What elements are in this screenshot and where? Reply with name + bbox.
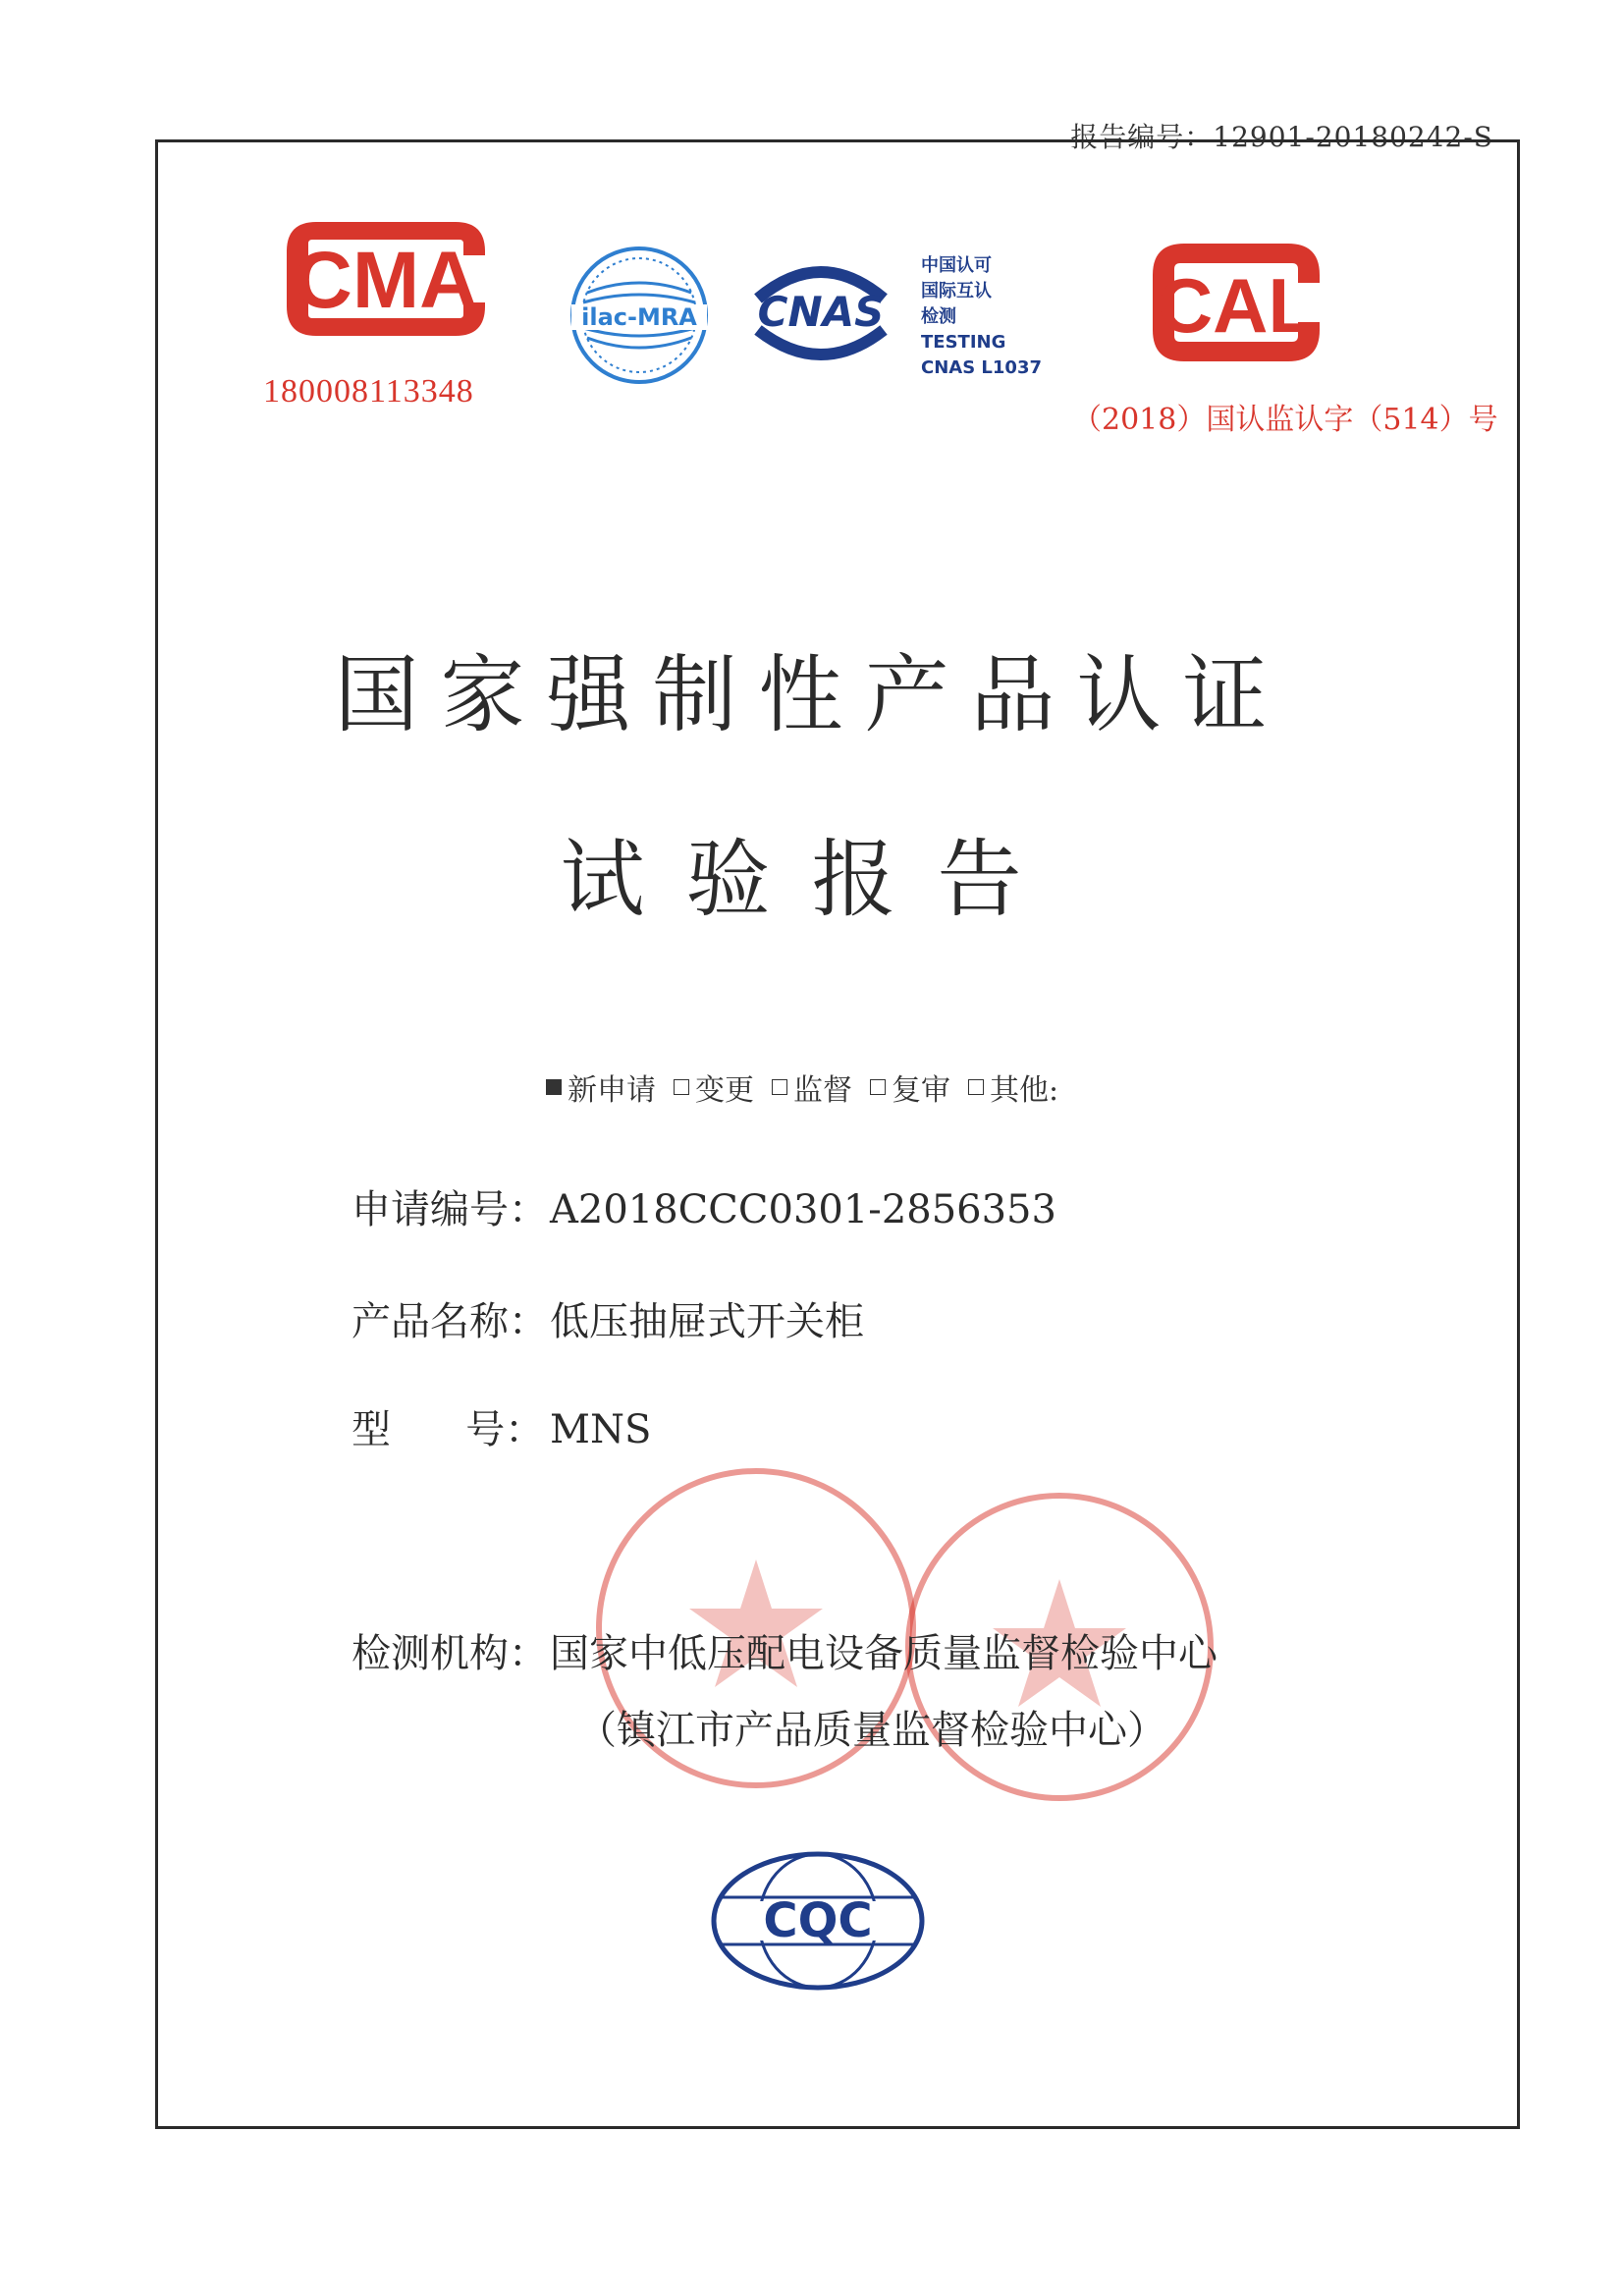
testing-lab-label: 检测机构： [352,1631,548,1676]
testing-lab-alt-name: （镇江市产品质量监督检验中心） [577,1708,1166,1753]
model-value: MNS [550,1407,652,1452]
option-other [968,1066,1058,1109]
cma-logo-icon [279,214,493,344]
cnas-line-2: 国际互认 [921,281,992,301]
cal-mark-text: CAL [1157,262,1316,349]
cal-logo-icon [1145,234,1327,371]
cal-approval-number: （2018）国认监认字（514）号 [1072,403,1498,437]
application-number-value: A2018CCC0301-2856353 [550,1187,1056,1232]
checkbox-empty-icon [674,1079,689,1095]
cnas-mark-text: CNAS [757,288,885,336]
testing-lab-value: 国家中低压配电设备质量监督检验中心 [550,1631,1217,1676]
ilac-mark-text: ilac-MRA [581,303,697,331]
option-change [674,1066,754,1109]
cqc-logo-icon [707,1848,929,1994]
report-number: 报告编号：12901-20180242-S [1070,121,1493,153]
model-row [352,1398,651,1454]
cma-mark-text: CMA [294,236,478,325]
application-number-label: 申请编号： [352,1187,548,1232]
product-name-row [352,1290,864,1346]
option-label: 复审 [892,1073,950,1108]
option-new-application [546,1066,656,1109]
option-label: 其他: [990,1073,1059,1108]
option-review [870,1066,950,1109]
option-label: 新申请 [568,1073,656,1108]
document-subtitle: 试验报告 [560,831,1063,929]
cnas-line-1: 中国认可 [921,255,992,276]
product-name-label: 产品名称： [352,1299,548,1344]
ilac-mra-logo-icon [568,244,711,387]
option-label: 监督 [793,1073,852,1108]
cnas-accreditation-text [921,253,1042,381]
cqc-mark-text: CQC [763,1893,873,1948]
option-label: 变更 [695,1073,754,1108]
cnas-line-3: 检测 [921,306,956,327]
application-number-row [352,1178,1056,1234]
option-supervision [772,1066,852,1109]
checkbox-checked-icon [546,1079,562,1095]
testing-lab-row [352,1622,1217,1678]
checkbox-empty-icon [772,1079,787,1095]
checkbox-empty-icon [870,1079,886,1095]
cnas-line-4: TESTING [921,332,1006,353]
cnas-line-5: CNAS L1037 [921,357,1043,378]
product-name-value: 低压抽屉式开关柜 [550,1299,864,1344]
document-title: 国家强制性产品认证 [334,646,1289,744]
cma-number: 180008113348 [263,373,474,410]
application-type-options [546,1066,1058,1109]
checkbox-empty-icon [968,1079,984,1095]
model-label: 型 号： [352,1407,545,1452]
cnas-logo-icon [734,255,907,369]
